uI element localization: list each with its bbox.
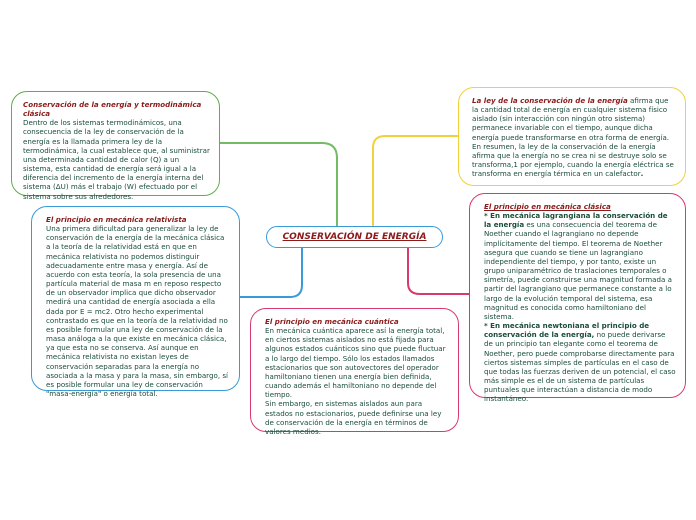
node-cuantica[interactable]: [250, 308, 459, 436]
connector-pink: [408, 248, 470, 294]
node-body: Dentro de los sistemas termodinámicos, una consecuencia de la ley de conservación de la energía es la llamada primera ley de la termodinámica, la cual establece que, al suministrar una determinada cantidad de calor (Q) a un sistema, esta cantidad de energía será igual a la diferencia del incremento de la energía interna del sistema (ΔU) más el trabajo (W) efectuado por el sistema sobre sus alrededores.: [23, 118, 210, 201]
node-body-end: .: [640, 169, 644, 179]
node-body-2: Sin embargo, en sistemas aislados aun para estados no estacionarios, puede definirse una ley de conservación de la energía en términos de valores medios.: [265, 399, 442, 436]
node-relativista[interactable]: [31, 206, 240, 398]
node-title: El principio en mecánica clásica: [484, 202, 611, 211]
node-body-1: es una consecuencia del teorema de Noether cuando el lagrangiano no depende implícitamente del tiempo. El teorema de Noether asegura que cuando se tiene un lagrangiano independiente del tiempo, y por tanto, existe un grupo uniparamétrico de traslaciones temporales o simetría, puede construirse una magnitud formada a partir del lagrangiano que permanece constante a lo largo de la evolución temporal del sistema, esa magnitud es conocida como hamiltoniano del sistema.: [484, 220, 672, 321]
node-body-2: no puede derivarse de un principio tan elegante como el teorema de Noether, pero puede comprobarse directamente para ciertos sistemas simples de partículas en el caso de que todas las fuerzas deriven de un potencial, el caso más simple es el de un sistema de partículas puntuales que interactúan a distancia de modo instantáneo.: [484, 330, 676, 404]
node-termodinamica[interactable]: [11, 91, 220, 201]
node-body: Una primera dificultad para generalizar la ley de conservación de la energía de la mecánica clásica a la teoría de la relatividad está en que en mecánica relativista no podemos distinguir adecuadamente entre masa y energía. Así de acuerdo con esta teoría, la sola presencia de una partícula material de masa m en reposo respecto de un observador implica que dicho observador medirá una cantidad de energía asociada a ella dada por E = mc2. Otro hecho experimental contrastado es que en la teoría de la relatividad no es posible formular una ley de conservación de la masa análoga a la que existe en mecánica clásica, ya que esta no se conserva. Así aunque en mecánica relativista no existan leyes de conservación separadas para la energía no asociada a la masa y para la masa, sin embargo, sí es posible formular una ley de conservación "masa-energía" o energía total.: [46, 224, 228, 398]
node-title: La ley de la conservación de la energía: [472, 96, 628, 105]
node-body-1: En mecánica cuántica aparece así la energía total, en ciertos sistemas aislados no está fijada para algunos estados cuánticos sino que puede fluctuar a lo largo del tiempo. Sólo los estados llamados estacionarios que son autovectores del operador hamiltoniano tienen una energía bien definida, cuando además el hamiltoniano no depende del tiempo.: [265, 326, 446, 400]
node-title: Conservación de la energía y termodinámica clásica: [23, 100, 202, 119]
node-clasica[interactable]: [469, 193, 686, 404]
node-title: El principio en mecánica cuántica: [265, 317, 399, 326]
connector-blue: [240, 248, 302, 297]
central-topic[interactable]: CONSERVACIÓN DE ENERGÍA: [266, 226, 443, 248]
node-ley-conservacion[interactable]: [458, 87, 686, 186]
node-body: afirma que la cantidad total de energía en cualquier sistema físico aislado (sin interacción con ningún otro sistema) permanece invariable con el tiempo, aunque dicha energía puede transformarse en otra forma de energía. En resumen, la ley de la conservación de la energía afirma que la energía no se crea ni se destruye solo se transforma,1 por ejemplo, cuando la energía eléctrica se transforma en energía térmica en un calefactor: [472, 96, 674, 179]
node-bold-lagrangiana: * En mecánica lagrangiana la conservación de la energía: [484, 211, 668, 230]
node-bold-newtoniana: * En mecánica newtoniana el principio de conservación de la energía,: [484, 321, 650, 340]
connector-yellow: [373, 136, 458, 226]
node-title: El principio en mecánica relativista: [46, 215, 187, 224]
